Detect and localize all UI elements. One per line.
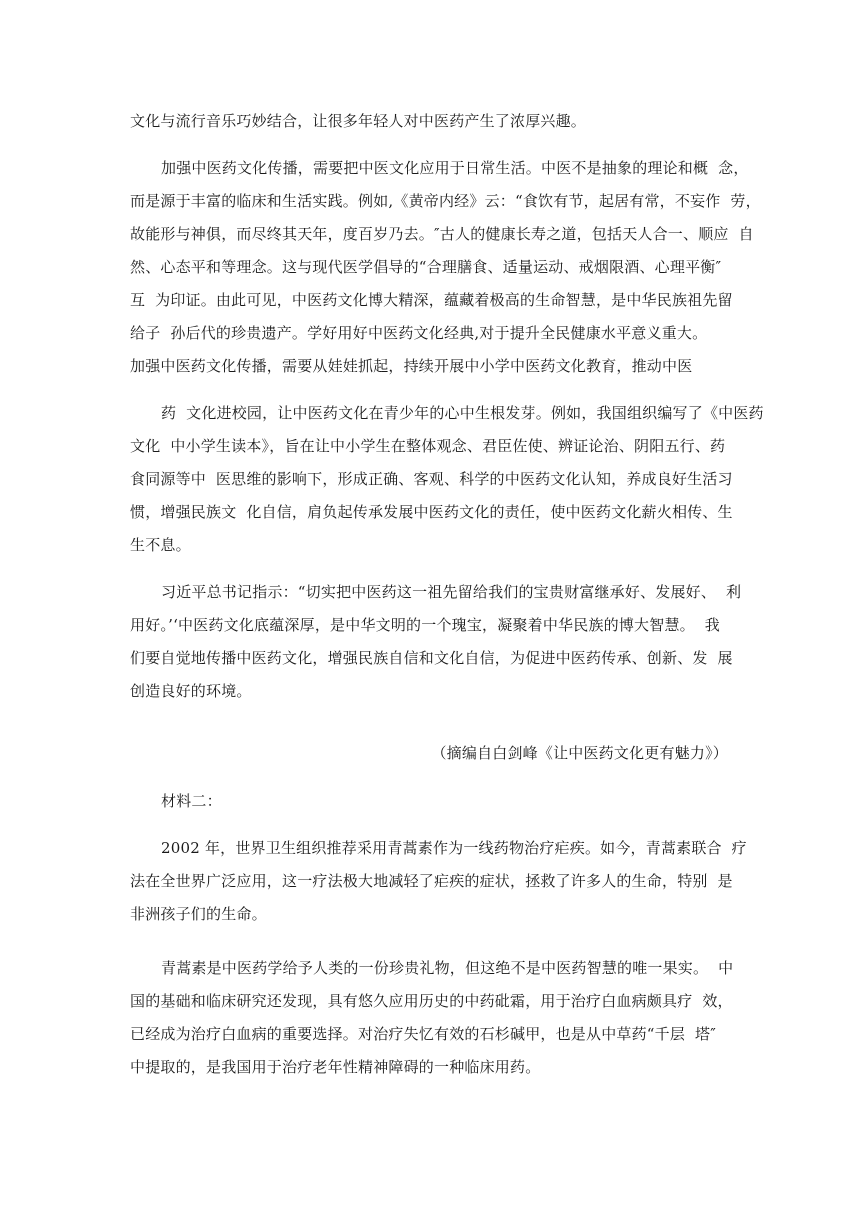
source-citation: （摘编自白剑峰《让中医药文化更有魅力》） bbox=[431, 744, 728, 762]
text-line: 而是源于丰富的临床和生活实践。例如,《黄帝内经》云：“食饮有节，起居有常，不妄作 劳， bbox=[130, 192, 761, 210]
text-line: 加强中医药文化传播，需要把中医文化应用于日常生活。中医不是抽象的理论和概 念， bbox=[161, 159, 749, 177]
text-line: 法在全世界广泛应用，这一疗法极大地减轻了疟疾的症状，拯救了许多人的生命，特别 是 bbox=[130, 872, 733, 890]
text-line: 生不息。 bbox=[130, 536, 191, 554]
text-line: 中提取的，是我国用于治疗老年性精神障碍的一种临床用药。 bbox=[130, 1058, 541, 1076]
text-line: 非洲孩子们的生命。 bbox=[130, 905, 267, 923]
text-line: 用好。’‘中医药文化底蕴深厚，是中华文明的一个瑰宝，凝聚着中华民族的博大智慧。 我 bbox=[130, 616, 720, 634]
text-line: 惯，增强民族文 化自信，肩负起传承发展中医药文化的责任，使中医药文化薪火相传、生 bbox=[130, 503, 733, 521]
text-line: 文化 中小学生读本》，旨在让中小学生在整体观念、君臣佐使、辨证论治、阴阳五行、药 bbox=[130, 437, 726, 455]
text-line: 国的基础和临床研究还发现，具有悠久应用历史的中药砒霜，用于治疗白血病颇具疗 效， bbox=[130, 992, 733, 1010]
text-line: 加强中医药文化传播，需要从娃娃抓起，持续开展中小学中医药文化教育，推动中医 bbox=[130, 357, 693, 375]
section-heading: 材料二： bbox=[161, 792, 222, 810]
text-line: 然、心态平和等理念。这与现代医学倡导的“合理膳食、适量运动、戒烟限酒、心理平衡″ bbox=[130, 258, 722, 276]
text-line: 故能形与神俱，而尽终其天年，度百岁乃去。″古人的健康长寿之道，包括天人合一、顺应 自 bbox=[130, 225, 754, 243]
text-line: 给子 孙后代的珍贵遗产。学好用好中医药文化经典,对于提升全民健康水平意义重大。 bbox=[130, 324, 708, 342]
text-line: 食同源等中 医思维的影响下，形成正确、客观、科学的中医药文化认知，养成良好生活习 bbox=[130, 470, 733, 488]
text-line: 2002 年，世界卫生组织推荐采用青蒿素作为一线药物治疗疟疾。如今，青蒿素联合 疗 bbox=[161, 839, 747, 857]
text-line: 文化与流行音乐巧妙结合，让很多年轻人对中医药产生了浓厚兴趣。 bbox=[130, 112, 587, 130]
text-line: 习近平总书记指示：“切实把中医药这一祖先留给我们的宝贵财富继承好、发展好、 利 bbox=[161, 583, 742, 601]
text-line: 已经成为治疗白血病的重要选择。对治疗失忆有效的石杉碱甲，也是从中草药“千层 塔″ bbox=[130, 1025, 717, 1043]
text-line: 青蒿素是中医药学给予人类的一份珍贵礼物，但这绝不是中医药智慧的唯一果实。 中 bbox=[161, 959, 734, 977]
text-line: 药 文化进校园，让中医药文化在青少年的心中生根发芽。例如，我国组织编写了《中医药 bbox=[161, 404, 764, 422]
text-line: 们要自觉地传播中医药文化，增强民族自信和文化自信，为促进中医药传承、创新、发 展 bbox=[130, 649, 733, 667]
text-line: 创造良好的环境。 bbox=[130, 682, 252, 700]
text-line: 互 为印证。由此可见，中医药文化博大精深，蕴藏着极高的生命智慧，是中华民族祖先留 bbox=[130, 291, 733, 309]
